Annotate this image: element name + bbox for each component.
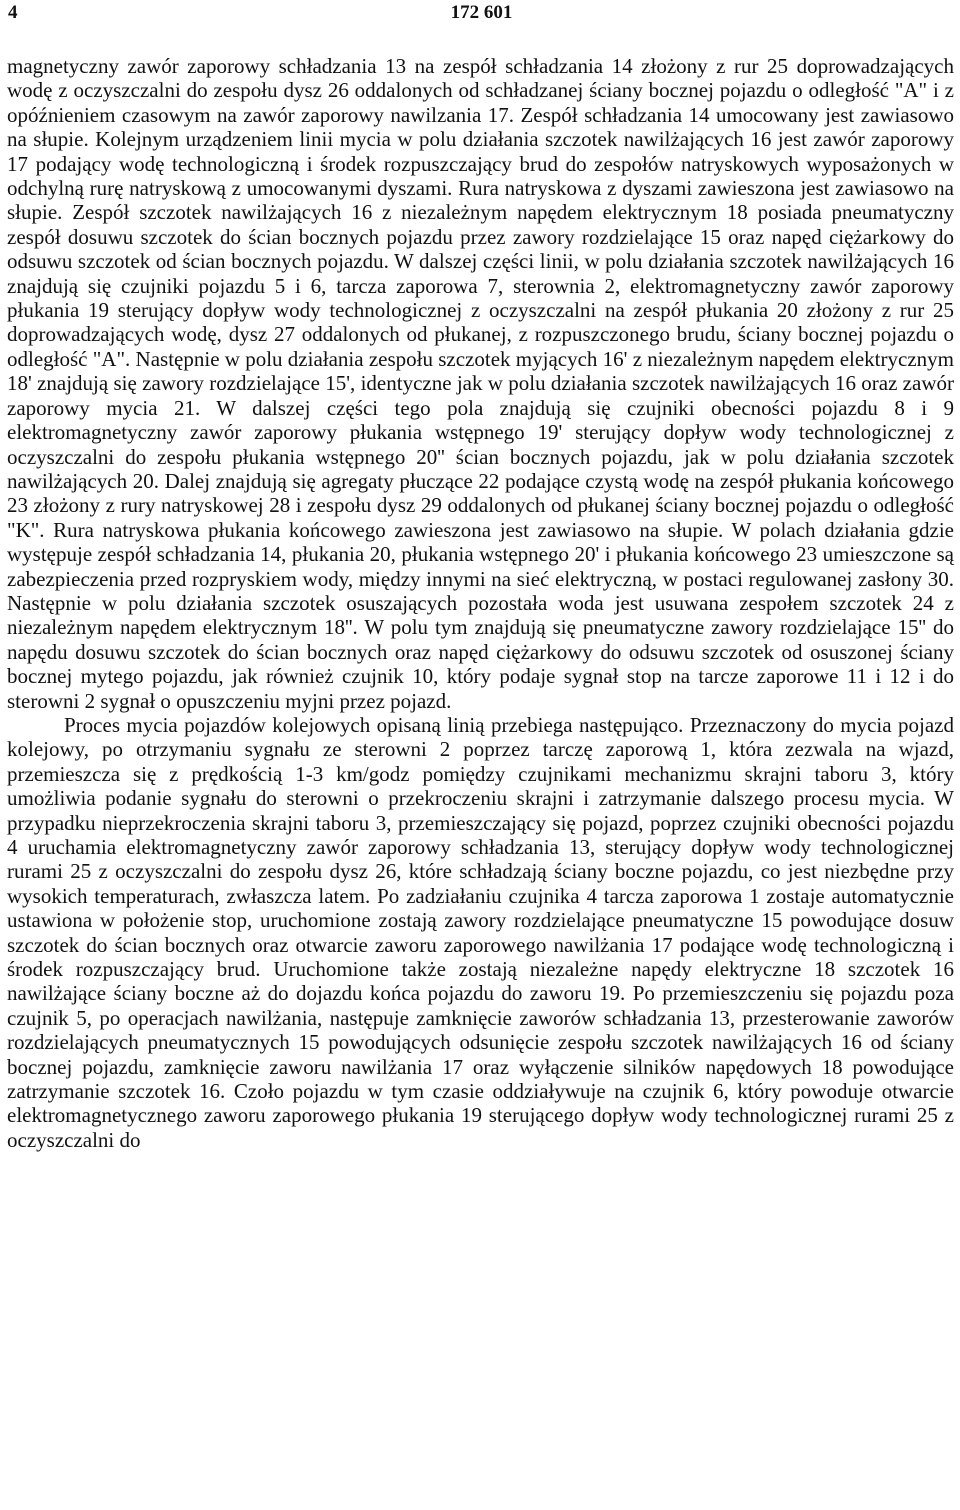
page-header: [7, 0, 956, 30]
paragraph-continued: magnetyczny zawór zaporowy schładzania 13 na zespół schładzania 14 złożony z rur 25 doprowadzających wodę z oczyszczalni do zespołu dysz 26 oddalonych od schładzanej ściany bocznej pojazdu o odległość "A" i z opóźnieniem czasowym na zawór zaporowy nawilzania 17. Zespół schładzania 14 umocowany jest zawiasowo na słupie. Kolejnym urządzeniem linii mycia w polu działania szczotek nawilżających 16 jest zawór zaporowy 17 podający wodę technologiczną i środek rozpuszczający brud do zespołów natryskowych wyposażonych w odchylną rurę natryskową z umocowanymi dyszami. Rura natryskowa z dyszami zawieszona jest zawiasowo na słupie. Zespół szczotek nawilżających 16 z niezależnym napędem elektrycznym 18 posiada pneumatyczny zespół dosuwu szczotek do ścian bocznych pojazdu przez zawory rozdzielające 15 oraz napęd ciężarkowy do odsuwu szczotek od ścian bocznych pojazdu. W dalszej części linii, w polu działania szczotek nawilżających 16 znajdują się czujniki pojazdu 5 i 6, tarcza zaporowa 7, sterownia 2, elektromagnetyczny zawór zaporowy płukania 19 sterujący dopływ wody technologicznej z oczyszczalni na zespół płukania 20 złożony z rur 25 doprowadzających wodę, dysz 27 oddalonych od płukanej, z rozpuszczonego brudu, ściany bocznej pojazdu o odległość "A". Następnie w polu działania zespołu szczotek myjących 16' z niezależnym napędem elektrycznym 18' znajdują się zawory rozdzielające 15', identyczne jak w polu działania szczotek nawilżających 16 oraz zawór zaporowy mycia 21. W dalszej części tego pola znajdują się czujniki obecności pojazdu 8 i 9 elektromagnetyczny zawór zaporowy płukania wstępnego 19' sterujący dopływ wody technologicznej z oczyszczalni do zespołu płukania wstępnego 20'' ścian bocznych pojazdu, jak w polu działania szczotek nawilżających 20. Dalej znajdują się agregaty płuczące 22 podające czystą wodę na zespół płukania końcowego 23 złożony z rury natryskowej 28 i zespołu dysz 29 oddalonych od płukanej ściany bocznej pojazdu o odległość "K". Rura natryskowa płukania końcowego zawieszona jest zawiasowo na słupie. W polach działania gdzie występuje zespół schładzania 14, płukania 20, płukania wstępnego 20' i płukania końcowego 23 umieszczone są zabezpieczenia przed rozpryskiem wody, między innymi na sieć elektryczną, w postaci regulowanej zasłony 30. Następnie w polu działania szczotek osuszających pozostała woda jest usuwana zespołem szczotek 24 z niezależnym napędem elektrycznym 18''. W polu tym znajdują się pneumatyczne zawory rozdzielające 15'' do napędu dosuwu szczotek do ścian bocznych oraz napęd ciężarkowy do odsuwu szczotek od osuszonej ściany bocznej mytego pojazdu, jak również czujnik 10, który podaje sygnał stop na tarcze zaporowe 11 i 12 i do sterowni 2 sygnał o opuszczeniu myjni przez pojazd.: [7, 54, 954, 713]
page-number: 4: [8, 2, 18, 23]
document-body: [7, 54, 954, 1152]
patent-number: 172 601: [450, 2, 513, 23]
paragraph-process-description: Proces mycia pojazdów kolejowych opisaną linią przebiega następująco. Przeznaczony do mycia pojazd kolejowy, po otrzymaniu sygnału ze sterowni 2 poprzez tarczę zaporową 1, która zezwala na wjazd, przemieszcza się z prędkością 1-3 km/godz pomiędzy czujnikami mechanizmu skrajni taboru 3, który umożliwia podanie sygnału do sterowni o przekroczeniu skrajni i zatrzymanie dalszego procesu mycia. W przypadku nieprzekroczenia skrajni taboru 3, przemieszczający się pojazd, poprzez czujniki obecności pojazdu 4 uruchamia elektromagnetyczny zawór zaporowy schładzania 13, sterujący dopływ wody technologicznej rurami 25 z oczyszczalni do zespołu dysz 26, które schładzają ściany boczne pojazdu, co jest niezbędne przy wysokich temperaturach, zwłaszcza latem. Po zadziałaniu czujnika 4 tarcza zaporowa 1 zostaje automatycznie ustawiona w położenie stop, uruchomione zostają zawory rozdzielające pneumatyczne 15 powodujące dosuw szczotek do ścian bocznych oraz otwarcie zaworu zaporowego nawilżania 17 podające wodę technologiczną i środek rozpuszczający brud. Uruchomione także zostają niezależne napędy elektryczne 18 szczotek 16 nawilżające ściany boczne aż do dojazdu końca pojazdu do zaworu 19. Po przemieszczeniu się pojazdu poza czujnik 5, po operacjach nawilżania, następuje zamknięcie zaworów schładzania 13, przesterowanie zaworów rozdzielających pneumatycznych 15 powodujących odsunięcie zespołu szczotek nawilżających 16 od ściany bocznej pojazdu, zamknięcie zaworu nawilżania 17 oraz wyłączenie silników napędowych 18 powodujące zatrzymanie szczotek 16. Czoło pojazdu w tym czasie oddziaływuje na czujnik 6, który powoduje otwarcie elektromagnetycznego zaworu zaporowego płukania 19 sterującego dopływ wody technologicznej rurami 25 z oczyszczalni do: [7, 712, 954, 1152]
